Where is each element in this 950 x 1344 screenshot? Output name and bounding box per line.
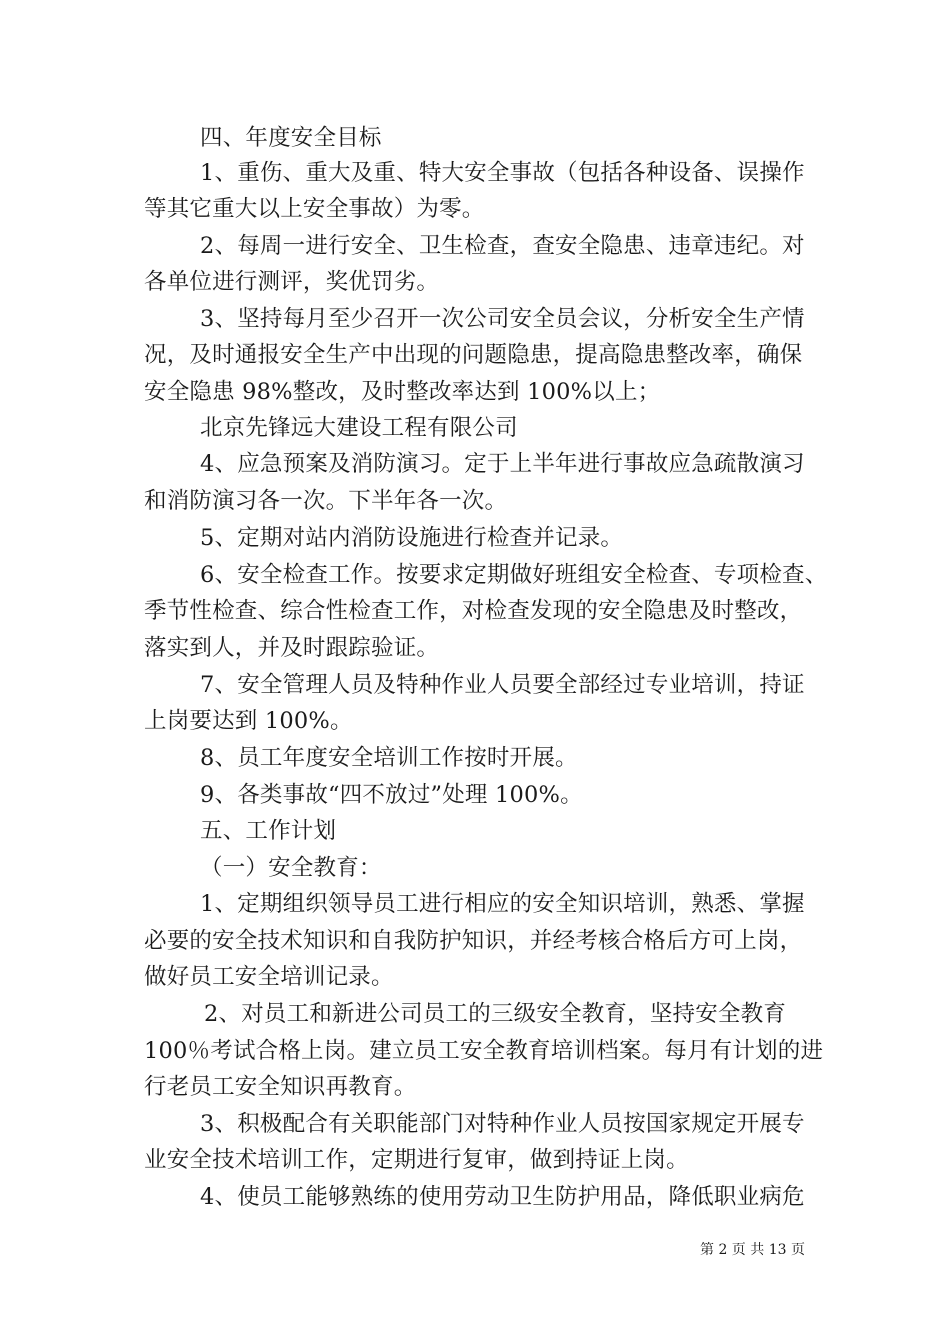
paragraph-line: 行老员工安全知识再教育。 — [144, 1074, 417, 1100]
paragraph-line: 100％考试合格上岗。建立员工安全教育培训档案。每月有计划的进 — [144, 1038, 824, 1064]
paragraph-line: 等其它重大以上安全事故）为零。 — [144, 196, 485, 222]
paragraph-line: 5、定期对站内消防设施进行检查并记录。 — [200, 525, 624, 551]
page-number-footer: 第 2 页 共 13 页 — [700, 1242, 805, 1258]
paragraph-line: 安全隐患 98%整改，及时整改率达到 100%以上； — [144, 379, 661, 405]
subsection-heading: （一）安全教育： — [200, 855, 382, 881]
paragraph-line: 6、安全检查工作。按要求定期做好班组安全检查、专项检查、 — [200, 562, 828, 588]
paragraph-line: 2、对员工和新进公司员工的三级安全教育，坚持安全教育 — [204, 1001, 787, 1027]
paragraph-line: 业安全技术培训工作，定期进行复审，做到持证上岗。 — [144, 1147, 689, 1173]
section-heading: 四、年度安全目标 — [200, 125, 382, 151]
paragraph-line: 4、使员工能够熟练的使用劳动卫生防护用品，降低职业病危 — [200, 1184, 805, 1210]
paragraph-line: 7、安全管理人员及特种作业人员要全部经过专业培训，持证 — [200, 672, 805, 698]
paragraph-line: 8、员工年度安全培训工作按时开展。 — [200, 745, 578, 771]
paragraph-line: 落实到人，并及时跟踪验证。 — [144, 635, 440, 661]
paragraph-line: 和消防演习各一次。下半年各一次。 — [144, 488, 508, 514]
paragraph-line: 必要的安全技术知识和自我防护知识，并经考核合格后方可上岗， — [144, 928, 803, 954]
section-heading: 五、工作计划 — [200, 818, 337, 844]
company-name-line: 北京先锋远大建设工程有限公司 — [200, 415, 518, 441]
paragraph-line: 3、坚持每月至少召开一次公司安全员会议，分析安全生产情 — [200, 306, 805, 332]
paragraph-line: 1、定期组织领导员工进行相应的安全知识培训，熟悉、掌握 — [200, 891, 805, 917]
paragraph-line: 3、积极配合有关职能部门对特种作业人员按国家规定开展专 — [200, 1111, 805, 1137]
paragraph-line: 季节性检查、综合性检查工作，对检查发现的安全隐患及时整改， — [144, 598, 803, 624]
paragraph-line: 1、重伤、重大及重、特大安全事故（包括各种设备、误操作 — [200, 160, 805, 186]
paragraph-line: 2、每周一进行安全、卫生检查，查安全隐患、违章违纪。对 — [200, 233, 805, 259]
paragraph-line: 4、应急预案及消防演习。定于上半年进行事故应急疏散演习 — [200, 451, 805, 477]
paragraph-line: 上岗要达到 100%。 — [144, 708, 353, 734]
paragraph-line: 况，及时通报安全生产中出现的问题隐患，提高隐患整改率，确保 — [144, 342, 803, 368]
paragraph-line: 9、各类事故“四不放过”处理 100%。 — [200, 782, 583, 808]
paragraph-line: 各单位进行测评，奖优罚劣。 — [144, 269, 440, 295]
paragraph-line: 做好员工安全培训记录。 — [144, 964, 394, 990]
